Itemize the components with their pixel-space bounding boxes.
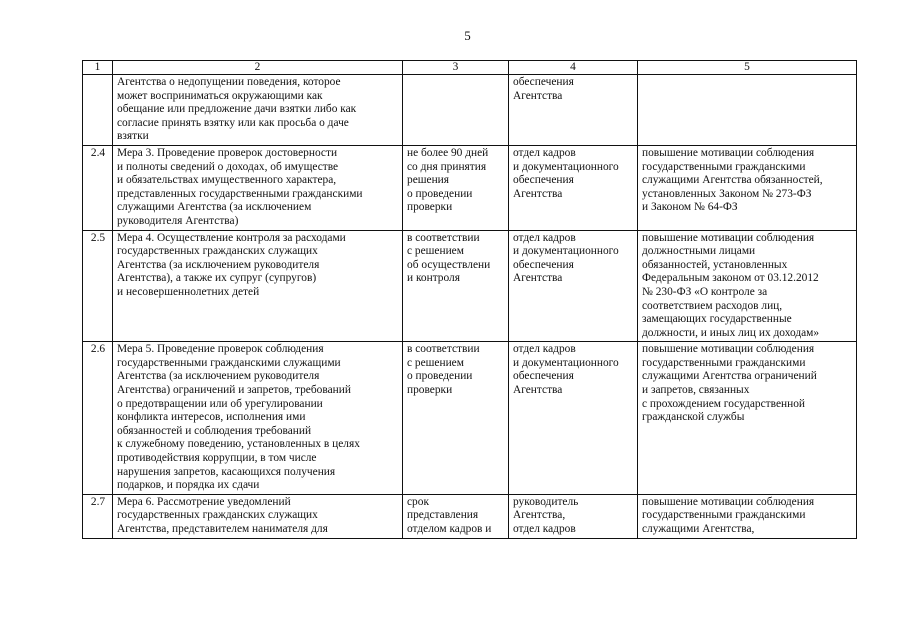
responsible-cell: отдел кадров и документационного обеспечения Агентства [509,230,638,342]
measure-cell: Мера 4. Осуществление контроля за расходами государственных гражданских служащих Агентства (за исключением руководителя Агентства), а также их супруг (супругов) и несовершеннолетних детей [113,230,403,342]
row-number: 2.4 [83,145,113,230]
responsible-cell: отдел кадров и документационного обеспечения Агентства [509,342,638,495]
column-header-2: 2 [113,61,403,75]
responsible-cell: руководитель Агентства, отдел кадров [509,494,638,538]
result-cell: повышение мотивации соблюдения государственными гражданскими служащими Агентства ограничений и запретов, связанных с прохождением государственной гражданской службы [638,342,857,495]
table-row [83,230,857,342]
term-cell: не более 90 дней со дня принятия решения о проведении проверки [403,145,509,230]
term-cell: срок представления отделом кадров и [403,494,509,538]
result-cell: повышение мотивации соблюдения государственными гражданскими служащими Агентства, [638,494,857,538]
measures-table [82,60,857,539]
measure-cell: Агентства о недопущении поведения, которое может восприниматься окружающими как обещание или предложение дачи взятки либо как согласие принять взятку или как просьба о даче взятки [113,75,403,146]
table-row [83,145,857,230]
column-header-4: 4 [509,61,638,75]
page-number: 5 [464,28,471,43]
result-cell: повышение мотивации соблюдения должностными лицами обязанностей, установленных Федеральным законом от 03.12.2012 № 230-ФЗ «О контроле за соответствием расходов лиц, замещающих государственные должности, и иных лиц их доходам» [638,230,857,342]
row-number: 2.6 [83,342,113,495]
measure-cell: Мера 3. Проведение проверок достоверности и полноты сведений о доходах, об имуществе и обязательствах имущественного характера, представленных государственными гражданскими служащими Агентства (за исключением руководителя Агентства) [113,145,403,230]
term-cell [403,75,509,146]
measure-cell: Мера 6. Рассмотрение уведомлений государственных гражданских служащих Агентства, представителем нанимателя для [113,494,403,538]
column-header-1: 1 [83,61,113,75]
term-cell: в соответствии с решением об осуществлени и контроля [403,230,509,342]
row-number [83,75,113,146]
column-header-3: 3 [403,61,509,75]
table-header-row [83,61,857,75]
column-header-5: 5 [638,61,857,75]
responsible-cell: обеспечения Агентства [509,75,638,146]
result-cell: повышение мотивации соблюдения государственными гражданскими служащими Агентства обязанностей, установленных Законом № 273-ФЗ и Законом № 64-ФЗ [638,145,857,230]
table-row [83,494,857,538]
responsible-cell: отдел кадров и документационного обеспечения Агентства [509,145,638,230]
table-row [83,75,857,146]
result-cell [638,75,857,146]
measure-cell: Мера 5. Проведение проверок соблюдения государственными гражданскими служащими Агентства (за исключением руководителя Агентства) ограничений и запретов, требований о предотвращении или об урегулировании конфликта интересов, исполнения ими обязанностей и соблюдения требований к служебному поведению, установленных в целях противодействия коррупции, в том числе нарушения запретов, касающихся получения подарков, и порядка их сдачи [113,342,403,495]
row-number: 2.7 [83,494,113,538]
term-cell: в соответствии с решением о проведении проверки [403,342,509,495]
row-number: 2.5 [83,230,113,342]
table-row [83,342,857,495]
